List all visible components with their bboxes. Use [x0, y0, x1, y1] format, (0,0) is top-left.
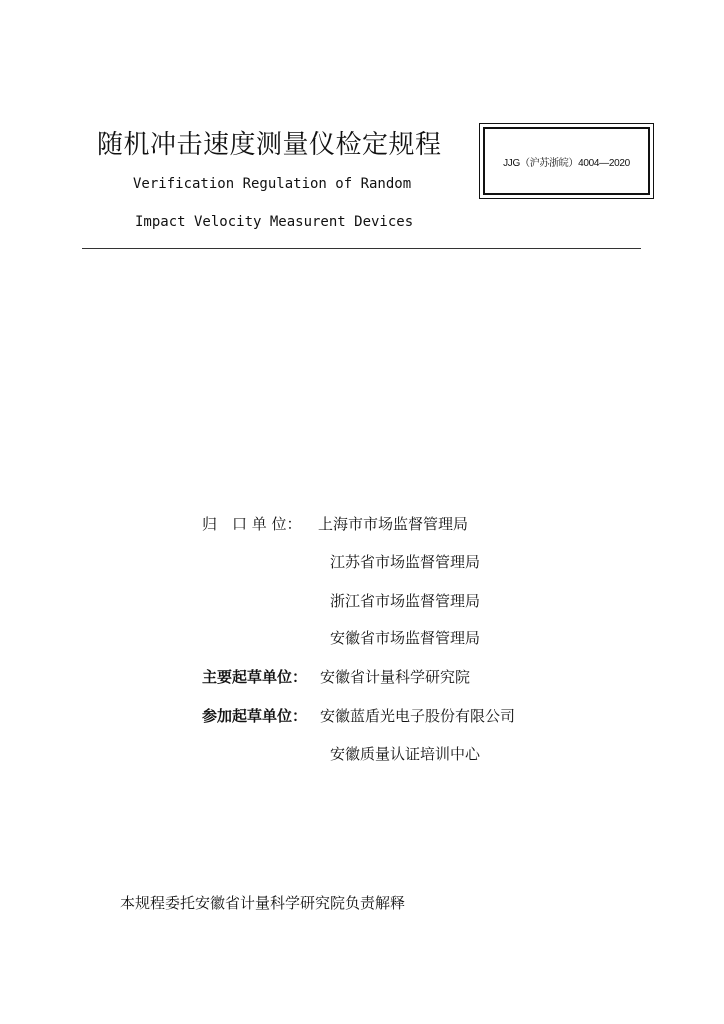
- responsible-unit-label: 归 口 单 位：: [202, 515, 302, 533]
- title-chinese: 随机冲击速度测量仪检定规程: [97, 130, 442, 160]
- title-english-line-1: Verification Regulation of Random: [133, 176, 412, 192]
- responsible-unit-2: 江苏省市场监督管理局: [330, 553, 481, 571]
- participating-drafting-unit-1: 安徽蓝盾光电子股份有限公司: [320, 707, 516, 725]
- main-drafting-label: 主要起草单位：: [202, 668, 308, 686]
- responsible-unit-1: 上海市市场监督管理局: [318, 515, 469, 533]
- responsible-unit-4: 安徽省市场监督管理局: [330, 629, 481, 647]
- responsible-unit-3: 浙江省市场监督管理局: [330, 592, 481, 610]
- standard-code: JJG（沪苏浙皖）4004—2020: [503, 157, 630, 169]
- title-english-line-2: Impact Velocity Measurent Devices: [135, 214, 414, 230]
- header-divider: [82, 248, 641, 249]
- participating-drafting-unit-2: 安徽质量认证培训中心: [330, 745, 481, 763]
- participating-drafting-label: 参加起草单位：: [202, 707, 308, 725]
- standard-code-box: [479, 123, 654, 199]
- standard-code-box-inner: [483, 127, 650, 195]
- main-drafting-unit: 安徽省计量科学研究院: [320, 668, 471, 686]
- interpretation-note: 本规程委托安徽省计量科学研究院负责解释: [120, 894, 406, 912]
